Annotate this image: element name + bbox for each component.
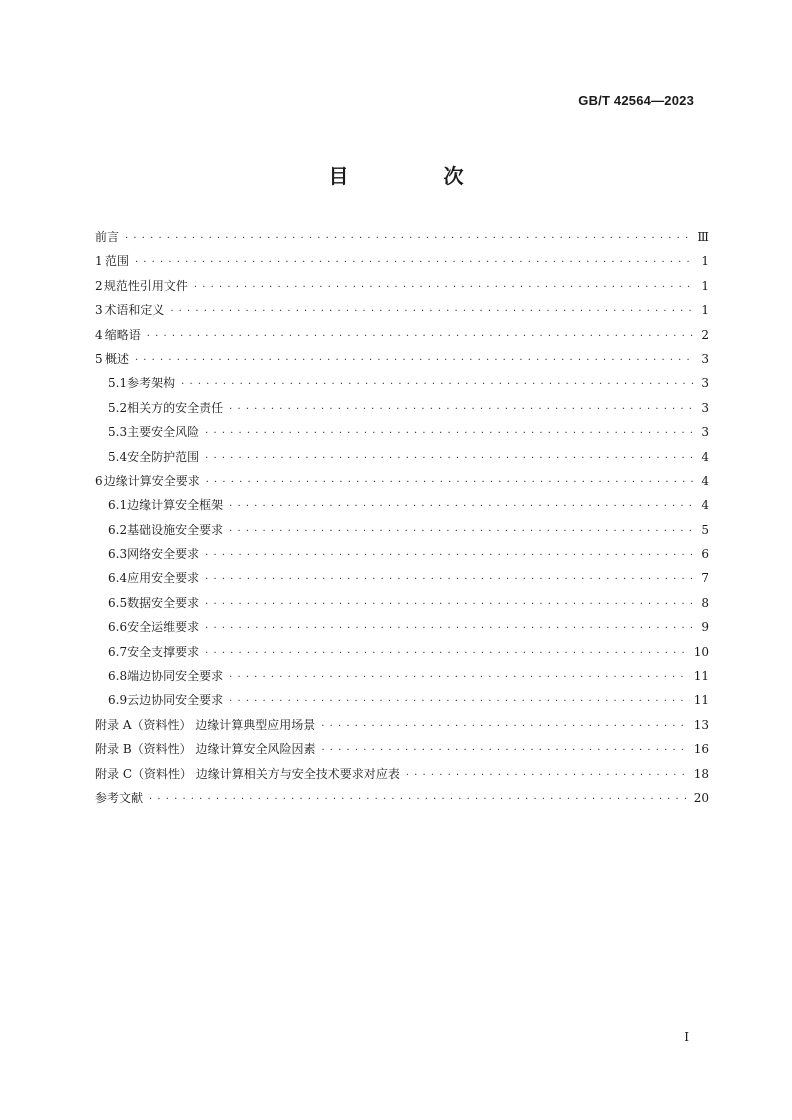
toc-entry-page: 13 [693,717,709,732]
toc-entry[interactable] [95,688,709,712]
toc-leader-dots [229,495,695,519]
toc-entry[interactable] [95,225,709,249]
toc-leader-dots [206,471,695,495]
toc-entry[interactable] [95,640,709,664]
toc-entry-number: 6.8 [108,669,128,684]
toc-entry[interactable] [95,298,709,322]
toc-leader-dots [229,666,690,690]
toc-entry-number: 5 [95,351,103,366]
toc-entry-label: 云边协同安全要求 [127,693,224,708]
toc-entry-label: 范围 [104,254,129,269]
toc-entry[interactable] [95,713,709,737]
toc-entry-page: Ⅲ [697,230,709,244]
toc-entry-number: 6.6 [108,620,128,635]
toc-entry[interactable] [95,566,709,590]
toc-entry-page: 6 [701,547,709,562]
toc-entry-page: 4 [701,498,709,513]
toc-entry-label: 附录 A（资料性） 边缘计算典型应用场景 [95,717,316,732]
toc-entry-label: 边缘计算安全框架 [127,498,224,513]
toc-leader-dots [147,325,695,349]
toc-entry-page: 11 [693,693,709,708]
toc-entry-number: 2 [95,278,103,293]
toc-entry[interactable] [95,469,709,493]
toc-entry[interactable] [95,371,709,395]
toc-entry[interactable] [95,615,709,639]
toc-leader-dots [205,617,695,641]
page-title: 目 次 [328,164,508,188]
toc-leader-dots [125,227,693,251]
toc-entry-page: 18 [693,766,709,781]
toc-entry-label: 参考文献 [95,790,144,805]
toc-leader-dots [229,520,695,544]
toc-leader-dots [135,349,695,373]
toc-leader-dots [205,447,695,471]
table-of-contents [95,225,709,810]
toc-entry[interactable] [95,323,709,347]
toc-entry[interactable] [95,518,709,542]
toc-entry-number: 4 [95,327,103,342]
toc-entry-page: 3 [701,351,709,366]
toc-leader-dots [149,788,690,812]
toc-entry-label: 基础设施安全要求 [127,522,224,537]
toc-entry-number: 6.2 [108,522,128,537]
toc-entry-label: 应用安全要求 [127,571,200,586]
toc-entry-label: 附录 B（资料性） 边缘计算安全风险因素 [95,742,316,757]
toc-entry-number: 5.2 [108,400,128,415]
toc-entry-number: 1 [95,254,103,269]
toc-entry-label: 概述 [104,351,129,366]
toc-entry-label: 前言 [95,230,120,244]
toc-leader-dots [170,300,695,324]
toc-leader-dots [205,422,695,446]
toc-entry-page: 1 [701,254,709,269]
toc-entry-label: 网络安全要求 [127,547,200,562]
toc-entry-page: 10 [693,644,709,659]
toc-entry-page: 5 [701,522,709,537]
document-code: GB/T 42564—2023 [578,93,694,108]
toc-entry[interactable] [95,445,709,469]
toc-entry[interactable] [95,786,709,810]
toc-entry-number: 6.7 [108,644,128,659]
toc-entry[interactable] [95,396,709,420]
toc-entry-label: 参考架构 [127,376,176,391]
toc-leader-dots [205,544,695,568]
toc-leader-dots [229,690,690,714]
toc-entry[interactable] [95,347,709,371]
toc-entry-label: 安全运维要求 [127,620,200,635]
toc-entry-number: 6.9 [108,693,128,708]
toc-entry-page: 2 [701,327,709,342]
toc-entry-page: 4 [701,449,709,464]
toc-leader-dots [205,593,695,617]
toc-entry-number: 6.4 [108,571,128,586]
toc-entry-page: 9 [701,620,709,635]
toc-entry[interactable] [95,249,709,273]
toc-entry-page: 3 [701,400,709,415]
toc-entry-page: 3 [701,376,709,391]
toc-entry-label: 数据安全要求 [127,595,200,610]
toc-entry-page: 3 [701,425,709,440]
toc-entry-page: 4 [701,473,709,488]
toc-entry[interactable] [95,420,709,444]
toc-entry-label: 附录 C（资料性） 边缘计算相关方与安全技术要求对应表 [95,766,400,781]
toc-leader-dots [205,568,695,592]
toc-leader-dots [321,739,689,763]
toc-entry[interactable] [95,664,709,688]
toc-leader-dots [205,642,690,666]
toc-entry-page: 1 [701,303,709,318]
toc-entry-number: 6.5 [108,595,128,610]
toc-leader-dots [229,398,695,422]
toc-entry-label: 端边协同安全要求 [127,669,224,684]
toc-entry[interactable] [95,542,709,566]
toc-entry-number: 5.4 [108,449,128,464]
toc-entry[interactable] [95,591,709,615]
toc-entry-number: 5.3 [108,425,128,440]
toc-entry-number: 6.3 [108,547,128,562]
toc-entry[interactable] [95,762,709,786]
toc-entry-label: 主要安全风险 [127,425,200,440]
toc-entry-page: 7 [701,571,709,586]
toc-leader-dots [321,715,689,739]
toc-entry[interactable] [95,274,709,298]
toc-entry-page: 20 [693,790,709,805]
toc-leader-dots [135,251,695,275]
toc-entry-label: 相关方的安全责任 [127,400,224,415]
toc-entry[interactable] [95,493,709,517]
toc-leader-dots [181,373,695,397]
toc-entry-label: 缩略语 [104,327,141,342]
toc-entry-label: 规范性引用文件 [103,278,188,293]
toc-entry-label: 安全支撑要求 [127,644,200,659]
toc-entry-page: 8 [701,595,709,610]
toc-entry-number: 3 [95,303,103,318]
toc-entry-number: 6.1 [108,498,128,513]
page-number: I [684,1030,689,1044]
toc-entry[interactable] [95,737,709,761]
toc-entry-page: 11 [693,669,709,684]
toc-leader-dots [194,276,695,300]
toc-entry-number: 5.1 [108,376,128,391]
toc-entry-number: 6 [95,473,103,488]
toc-entry-label: 术语和定义 [104,303,165,318]
toc-entry-page: 1 [701,278,709,293]
toc-entry-label: 边缘计算安全要求 [103,473,200,488]
toc-entry-label: 安全防护范围 [127,449,200,464]
toc-entry-page: 16 [693,742,709,757]
toc-leader-dots [406,764,690,788]
